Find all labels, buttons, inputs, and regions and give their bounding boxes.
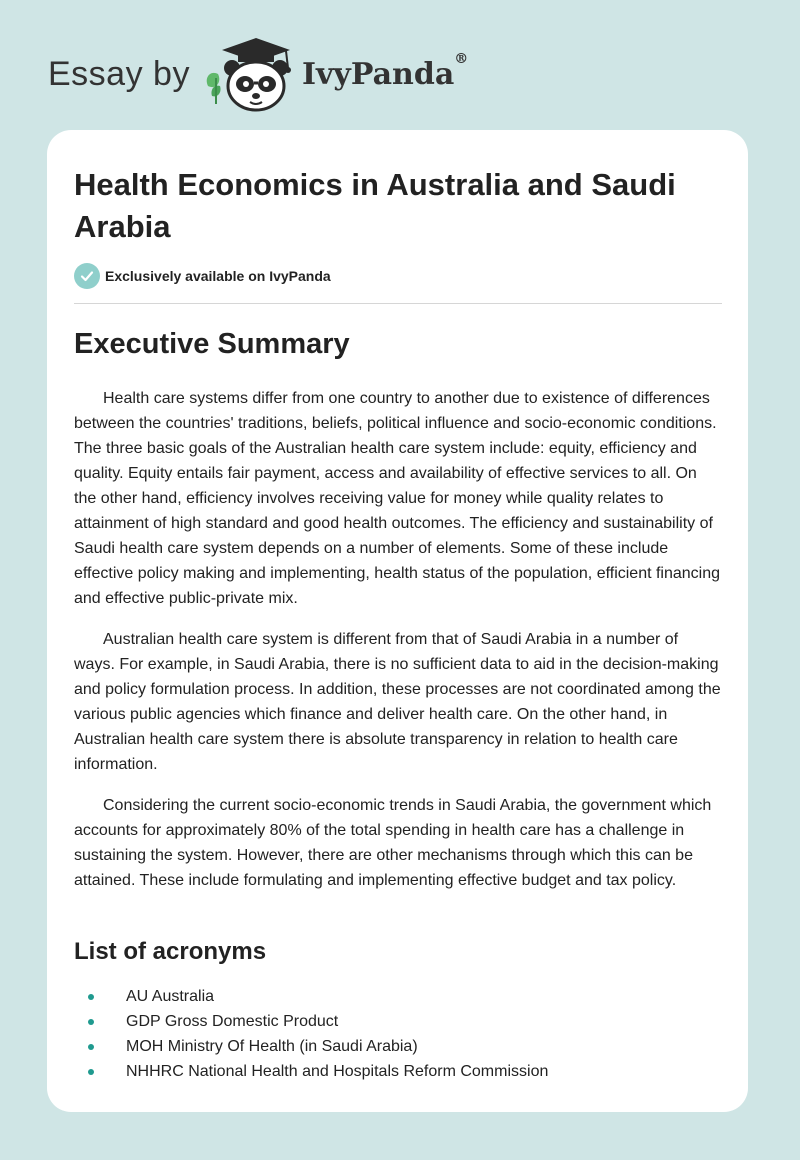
bullet-icon — [88, 1044, 94, 1050]
brand-name: IvyPanda® — [301, 50, 469, 92]
page-title: Health Economics in Australia and Saudi Arabia — [74, 167, 676, 244]
paragraph: Australian health care system is different from that of Saudi Arabia in a number of ways. For example, in Saudi Arabia, there is no sufficient data to aid in the decision-making and policy formulation process. In addition, these processes are not coordinated among the various public agencies which finance and deliver health care. On the other hand, in Australian health care system there is absolute transparency in relation to health care information. — [74, 631, 721, 773]
exclusive-badge — [74, 263, 331, 289]
list-item: GDP Gross Domestic Product — [74, 1009, 722, 1034]
list-item: MOH Ministry Of Health (in Saudi Arabia) — [74, 1034, 722, 1059]
list-item: AU Australia — [74, 984, 722, 1009]
paragraph: Considering the current socio-economic trends in Saudi Arabia, the government which accounts for approximately 80% of the total spending in health care has a challenge in sustaining the system. However, there are other mechanisms through which this can be attained. These include formulating and implementing effective budget and tax policy. — [74, 797, 712, 889]
divider — [74, 303, 722, 304]
bullet-icon — [88, 1069, 94, 1075]
check-icon — [74, 263, 100, 289]
acronym-list — [74, 984, 722, 1084]
exclusive-label: Exclusively available on IvyPanda — [105, 268, 331, 284]
paragraph: Health care systems differ from one country to another due to existence of differences between the countries' traditions, beliefs, political influence and socio-economic conditions. The three basic goals of the Australian health care system include: equity, efficiency and quality. Equity entails fair payment, access and availability of effective services to all. On the other hand, efficiency involves receiving value for money while quality relates to attainment of high standard and good health outcomes. The efficiency and sustainability of Saudi health care system depends on a number of elements. Some of these include effective policy making and implementing, health status of the population, efficient financing and effective public-private mix. — [74, 390, 721, 607]
article-body — [74, 386, 722, 909]
acronyms-heading: List of acronyms — [74, 938, 267, 965]
essay-card — [47, 130, 748, 1112]
section-heading: Executive Summary — [74, 328, 350, 360]
bullet-icon — [88, 994, 94, 1000]
bullet-icon — [88, 1019, 94, 1025]
list-item: NHHRC National Health and Hospitals Reform Commission — [74, 1059, 722, 1084]
brand-prefix: Essay by — [48, 54, 190, 93]
panda-graduate-logo-icon — [202, 34, 298, 114]
site-brand[interactable] — [48, 34, 468, 114]
